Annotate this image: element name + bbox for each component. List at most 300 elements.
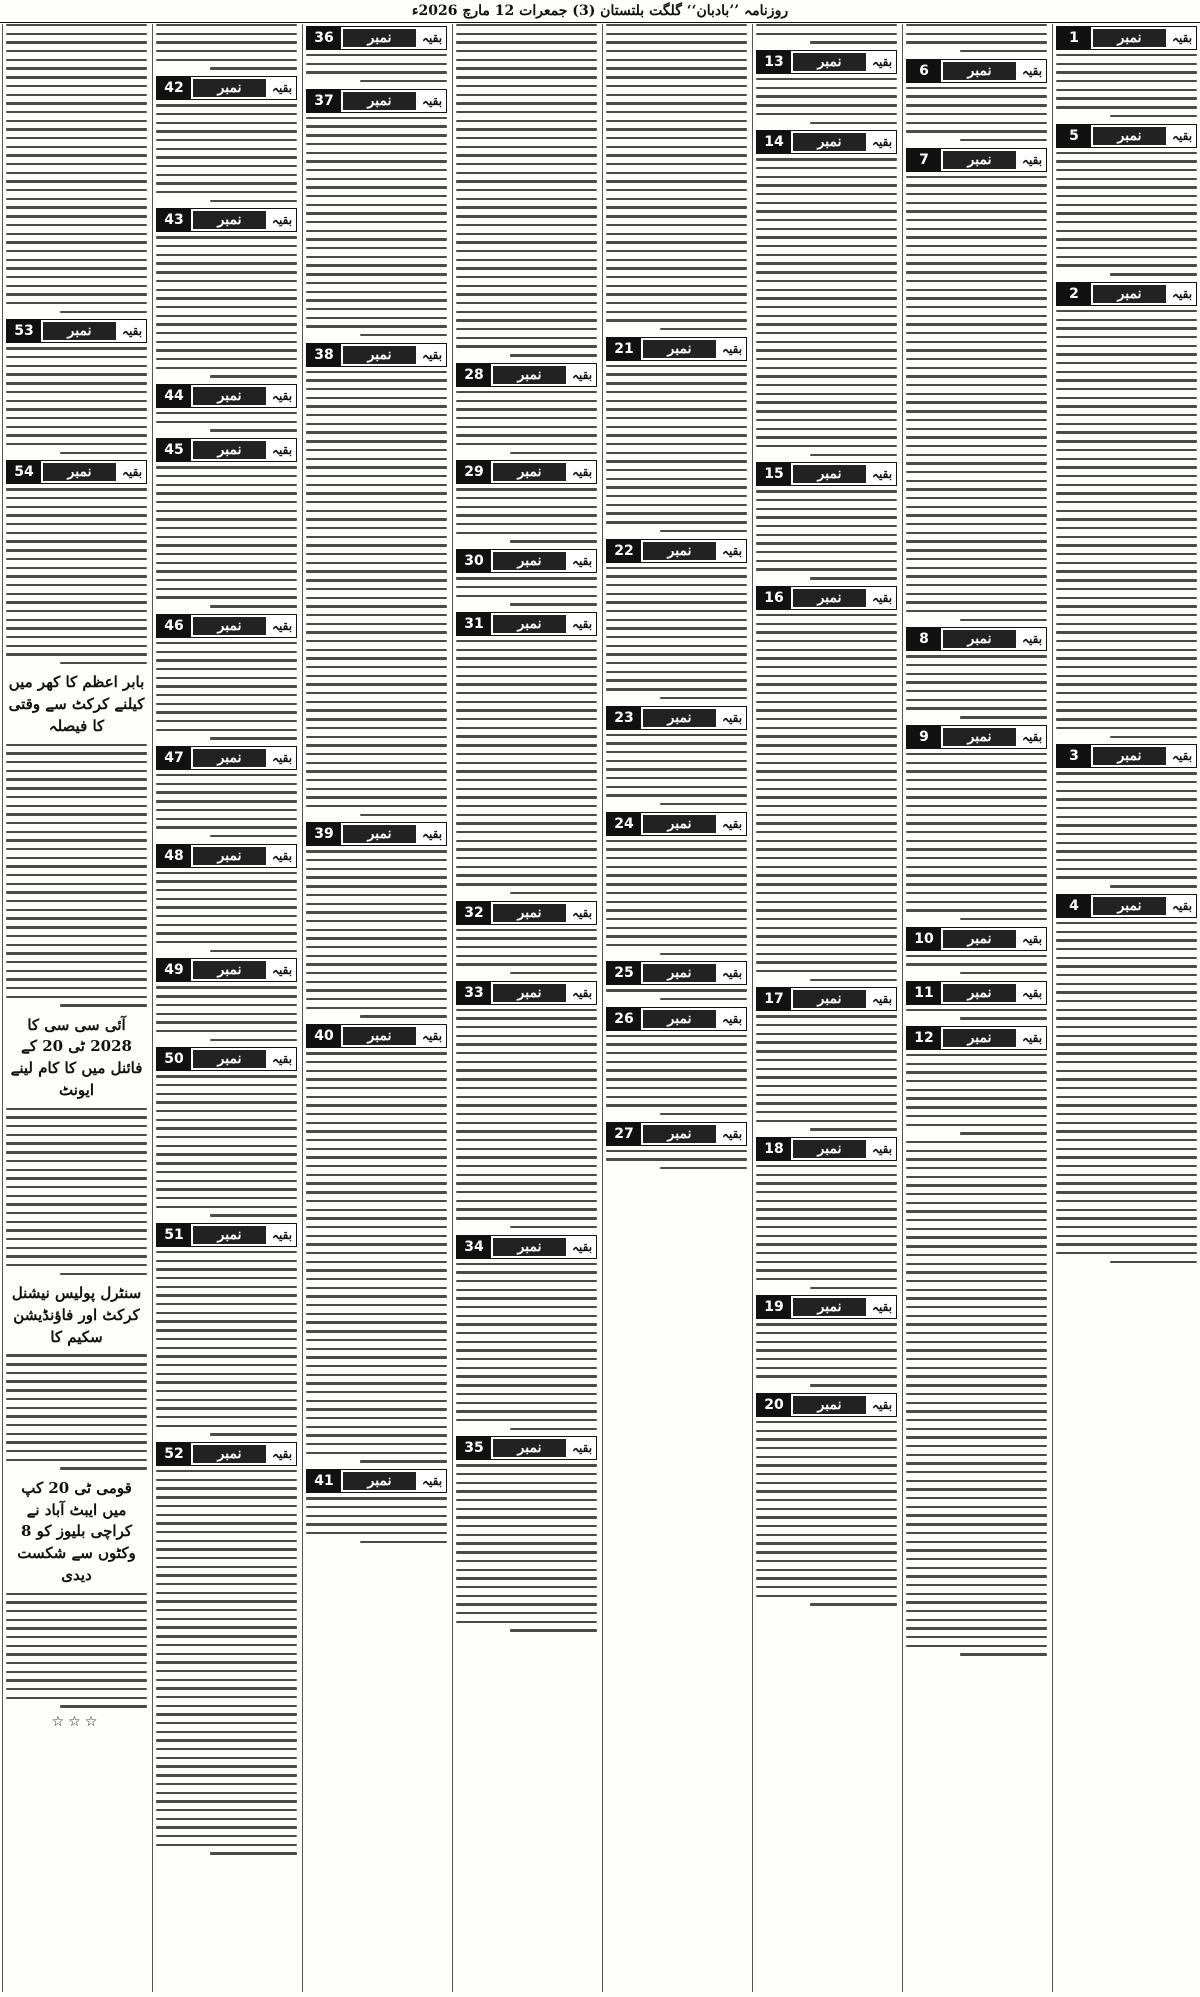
article-segment xyxy=(306,343,447,816)
body-text-lines xyxy=(156,642,297,740)
badge-word: نمبر xyxy=(643,340,716,358)
text-line xyxy=(306,605,447,607)
text-line xyxy=(1056,1009,1197,1011)
text-line xyxy=(606,1104,747,1106)
text-line xyxy=(756,1165,897,1167)
text-line xyxy=(456,1217,597,1219)
text-line xyxy=(606,426,747,428)
text-line xyxy=(456,1490,597,1492)
text-line xyxy=(606,24,747,26)
text-line xyxy=(306,709,447,711)
text-line xyxy=(606,189,747,191)
text-line xyxy=(1056,1130,1197,1132)
text-line xyxy=(6,1195,147,1197)
badge-word: نمبر xyxy=(793,990,866,1008)
text-line xyxy=(306,736,447,738)
text-line xyxy=(6,1433,147,1435)
text-line xyxy=(6,259,147,261)
text-line xyxy=(756,401,897,403)
text-line xyxy=(1056,1235,1197,1237)
text-line xyxy=(906,610,1047,612)
text-line xyxy=(810,577,897,579)
continuation-badge xyxy=(756,50,897,74)
text-line xyxy=(606,50,747,52)
text-line xyxy=(156,510,297,512)
text-line xyxy=(756,158,897,160)
text-line xyxy=(756,367,897,369)
text-line xyxy=(906,1619,1047,1621)
text-line xyxy=(306,623,447,625)
article-segment xyxy=(756,24,897,44)
text-line xyxy=(606,1052,747,1054)
text-line xyxy=(606,768,747,770)
text-line xyxy=(606,927,747,929)
text-line xyxy=(756,1367,897,1369)
text-line xyxy=(156,332,297,334)
text-line xyxy=(756,857,897,859)
text-line xyxy=(1056,1017,1197,1019)
text-line xyxy=(906,1124,1047,1126)
text-line xyxy=(810,979,897,981)
text-line xyxy=(456,779,597,781)
text-line xyxy=(156,906,297,908)
body-text-lines xyxy=(1056,922,1197,1263)
continuation-badge xyxy=(606,337,747,361)
text-line xyxy=(306,1191,447,1193)
text-line xyxy=(456,692,597,694)
text-line xyxy=(156,1739,297,1741)
text-line xyxy=(456,206,597,208)
text-line xyxy=(906,367,1047,369)
text-line xyxy=(306,484,447,486)
text-line xyxy=(606,512,747,514)
text-line xyxy=(1056,781,1197,783)
text-line xyxy=(756,718,897,720)
text-line xyxy=(756,683,897,685)
text-line xyxy=(156,236,297,238)
text-line xyxy=(306,779,447,781)
body-text-lines xyxy=(756,490,897,579)
badge-number: 8 xyxy=(907,628,941,650)
text-line xyxy=(156,562,297,564)
text-line xyxy=(306,579,447,581)
text-line xyxy=(456,1473,597,1475)
text-column-7 xyxy=(152,24,300,1992)
body-text-lines xyxy=(756,614,897,981)
text-line xyxy=(156,492,297,494)
text-line xyxy=(756,822,897,824)
text-line xyxy=(960,619,1047,621)
text-line xyxy=(456,1061,597,1063)
text-line xyxy=(156,1600,297,1602)
text-line xyxy=(756,796,897,798)
continuation-badge xyxy=(156,1442,297,1466)
text-line xyxy=(606,645,747,647)
text-line xyxy=(906,1567,1047,1569)
text-line xyxy=(906,436,1047,438)
body-text-lines xyxy=(156,774,297,837)
text-line xyxy=(1056,221,1197,223)
badge-tag: بقیہ xyxy=(418,823,446,845)
text-line xyxy=(906,401,1047,403)
text-line xyxy=(456,1612,597,1614)
text-line xyxy=(6,1407,147,1409)
body-text-lines xyxy=(156,986,297,1041)
badge-word: نمبر xyxy=(943,151,1016,169)
text-line xyxy=(1056,1061,1197,1063)
text-line xyxy=(756,623,897,625)
text-line xyxy=(906,901,1047,903)
text-line xyxy=(156,1294,297,1296)
text-line xyxy=(456,1419,597,1421)
text-line xyxy=(6,778,147,780)
badge-word: نمبر xyxy=(943,62,1016,80)
text-line xyxy=(660,803,747,805)
text-line xyxy=(906,506,1047,508)
text-line xyxy=(756,1278,897,1280)
text-line xyxy=(6,1212,147,1214)
text-line xyxy=(906,1514,1047,1516)
text-line xyxy=(606,452,747,454)
text-line xyxy=(756,631,897,633)
text-line xyxy=(156,1800,297,1802)
body-text-lines xyxy=(456,577,597,605)
badge-number: 14 xyxy=(757,131,791,153)
body-text-lines xyxy=(156,104,297,202)
text-line xyxy=(306,1497,447,1499)
text-line xyxy=(456,1113,597,1115)
text-line xyxy=(1056,518,1197,520)
body-text-lines xyxy=(906,176,1047,621)
text-line xyxy=(906,1228,1047,1230)
text-line xyxy=(156,518,297,520)
text-line xyxy=(606,918,747,920)
text-line xyxy=(606,120,747,122)
badge-number: 11 xyxy=(907,982,941,1004)
text-line xyxy=(1056,1191,1197,1193)
text-line xyxy=(606,180,747,182)
badge-word: نمبر xyxy=(943,728,1016,746)
text-line xyxy=(156,1470,297,1472)
text-line xyxy=(1056,230,1197,232)
text-line xyxy=(306,212,447,214)
text-line xyxy=(756,95,897,97)
text-line xyxy=(756,788,897,790)
text-line xyxy=(906,1289,1047,1291)
text-line xyxy=(6,636,147,638)
text-line xyxy=(210,1433,297,1435)
text-line xyxy=(156,1835,297,1837)
text-line xyxy=(306,440,447,442)
text-line xyxy=(6,356,147,358)
text-line xyxy=(906,1106,1047,1108)
text-line xyxy=(906,540,1047,542)
text-line xyxy=(6,373,147,375)
text-line xyxy=(6,1363,147,1365)
text-line xyxy=(156,1030,297,1032)
text-line xyxy=(906,113,1047,115)
text-line xyxy=(6,926,147,928)
text-line xyxy=(306,1243,447,1245)
text-line xyxy=(6,1125,147,1127)
text-line xyxy=(156,1705,297,1707)
text-line xyxy=(1056,939,1197,941)
text-line xyxy=(156,1635,297,1637)
text-line xyxy=(456,753,597,755)
text-line xyxy=(6,1255,147,1257)
text-line xyxy=(1056,683,1197,685)
text-line xyxy=(306,501,447,503)
badge-tag: بقیہ xyxy=(268,615,296,637)
text-line xyxy=(456,1560,597,1562)
text-line xyxy=(306,770,447,772)
text-line xyxy=(960,1132,1047,1134)
badge-tag: بقیہ xyxy=(268,1443,296,1465)
text-line xyxy=(1056,475,1197,477)
text-line xyxy=(906,1436,1047,1438)
text-line xyxy=(306,692,447,694)
text-line xyxy=(60,662,147,664)
text-line xyxy=(1056,1113,1197,1115)
sports-headline: سنٹرل پولیس نیشنل کرکٹ اور فاؤنڈیشن سکیم کا xyxy=(11,1284,142,1346)
badge-tag: بقیہ xyxy=(268,385,296,407)
text-line xyxy=(456,1052,597,1054)
text-line xyxy=(906,87,1047,89)
text-line xyxy=(210,1039,297,1041)
text-line xyxy=(6,645,147,647)
text-line xyxy=(906,1341,1047,1343)
text-line xyxy=(6,67,147,69)
text-line xyxy=(156,1197,297,1199)
text-line xyxy=(906,1202,1047,1204)
continuation-badge xyxy=(906,725,1047,749)
text-line xyxy=(456,1289,597,1291)
text-line xyxy=(456,1367,597,1369)
text-line xyxy=(156,872,297,874)
text-line xyxy=(6,1203,147,1205)
text-line xyxy=(156,774,297,776)
text-line xyxy=(1056,336,1197,338)
text-line xyxy=(156,156,297,158)
text-line xyxy=(456,735,597,737)
badge-number: 45 xyxy=(157,439,191,461)
text-line xyxy=(606,1087,747,1089)
text-line xyxy=(756,87,897,89)
text-line xyxy=(306,371,447,373)
badge-number: 50 xyxy=(157,1048,191,1070)
text-line xyxy=(1056,1104,1197,1106)
text-line xyxy=(456,85,597,87)
text-line xyxy=(906,1141,1047,1143)
article-segment xyxy=(456,901,597,975)
badge-tag: بقیہ xyxy=(1018,928,1046,950)
text-line xyxy=(906,130,1047,132)
text-line xyxy=(306,247,447,249)
text-line xyxy=(906,315,1047,317)
text-line xyxy=(306,796,447,798)
text-line xyxy=(6,987,147,989)
text-line xyxy=(306,701,447,703)
text-line xyxy=(456,1341,597,1343)
text-line xyxy=(306,238,447,240)
badge-number: 15 xyxy=(757,463,791,485)
text-line xyxy=(756,692,897,694)
text-line xyxy=(456,94,597,96)
text-line xyxy=(456,1577,597,1579)
text-line xyxy=(306,876,447,878)
text-line xyxy=(906,323,1047,325)
text-line xyxy=(906,1176,1047,1178)
text-line xyxy=(906,1158,1047,1160)
text-line xyxy=(6,540,147,542)
text-line xyxy=(6,1601,147,1603)
text-line xyxy=(456,1130,597,1132)
text-line xyxy=(606,373,747,375)
text-line xyxy=(210,835,297,837)
text-line xyxy=(456,1069,597,1071)
text-line xyxy=(756,614,897,616)
text-line xyxy=(156,1390,297,1392)
text-line xyxy=(306,666,447,668)
badge-word: نمبر xyxy=(343,1027,416,1045)
text-line xyxy=(1056,614,1197,616)
text-line xyxy=(156,1826,297,1828)
text-line xyxy=(156,33,297,35)
text-line xyxy=(756,1076,897,1078)
text-line xyxy=(1056,319,1197,321)
text-line xyxy=(906,796,1047,798)
badge-number: 13 xyxy=(757,51,791,73)
text-line xyxy=(606,575,747,577)
text-line xyxy=(756,909,897,911)
text-line xyxy=(6,952,147,954)
text-line xyxy=(1056,544,1197,546)
text-line xyxy=(1056,466,1197,468)
text-line xyxy=(156,1792,297,1794)
badge-tag: بقیہ xyxy=(1168,125,1196,147)
text-line xyxy=(456,302,597,304)
text-line xyxy=(156,1487,297,1489)
text-line xyxy=(1056,1156,1197,1158)
text-line xyxy=(456,532,597,534)
text-line xyxy=(306,1182,447,1184)
text-line xyxy=(360,1015,447,1017)
article-segment xyxy=(456,24,597,357)
text-line xyxy=(756,1341,897,1343)
body-text-lines xyxy=(306,1497,447,1543)
text-line xyxy=(606,391,747,393)
text-line xyxy=(156,1783,297,1785)
text-line xyxy=(156,1277,297,1279)
text-line xyxy=(756,1577,897,1579)
text-line xyxy=(606,601,747,603)
text-line xyxy=(906,1080,1047,1082)
continuation-badge xyxy=(756,462,897,486)
text-line xyxy=(1056,1217,1197,1219)
body-text-lines xyxy=(6,347,147,454)
badge-tag: بقیہ xyxy=(568,550,596,572)
text-line xyxy=(906,1497,1047,1499)
text-column-2 xyxy=(902,24,1050,1992)
badge-tag: بقیہ xyxy=(268,959,296,981)
badge-number: 52 xyxy=(157,1443,191,1465)
badge-word: نمبر xyxy=(1093,897,1166,915)
article-segment xyxy=(906,627,1047,718)
text-line xyxy=(156,685,297,687)
text-line xyxy=(156,182,297,184)
text-line xyxy=(1056,1070,1197,1072)
text-line xyxy=(156,668,297,670)
text-line xyxy=(906,1263,1047,1265)
text-line xyxy=(1056,440,1197,442)
badge-word: نمبر xyxy=(193,79,266,97)
text-line xyxy=(606,293,747,295)
text-line xyxy=(756,323,897,325)
text-line xyxy=(960,1653,1047,1655)
text-line xyxy=(906,814,1047,816)
text-line xyxy=(456,1280,597,1282)
text-line xyxy=(306,466,447,468)
text-line xyxy=(456,137,597,139)
text-line xyxy=(306,1400,447,1402)
text-line xyxy=(906,280,1047,282)
article-segment xyxy=(606,337,747,532)
body-text-lines xyxy=(306,117,447,337)
badge-tag: بقیہ xyxy=(868,587,896,609)
text-line xyxy=(156,536,297,538)
text-line xyxy=(156,915,297,917)
text-line xyxy=(906,497,1047,499)
sports-headline: آئی سی سی کا 2028 ٹی 20 کے فائنل میں کا کام لینے ایونٹ xyxy=(10,1015,143,1099)
text-line xyxy=(156,1522,297,1524)
text-line xyxy=(756,167,897,169)
text-line xyxy=(1056,1209,1197,1211)
badge-word: نمبر xyxy=(343,1472,416,1490)
text-line xyxy=(156,1731,297,1733)
text-line xyxy=(6,796,147,798)
text-line xyxy=(1056,709,1197,711)
text-line xyxy=(456,744,597,746)
text-line xyxy=(456,718,597,720)
text-line xyxy=(156,1496,297,1498)
text-line xyxy=(906,41,1047,43)
text-line xyxy=(510,1428,597,1430)
text-line xyxy=(306,588,447,590)
text-line xyxy=(756,419,897,421)
text-line xyxy=(6,1134,147,1136)
text-line xyxy=(156,306,297,308)
continuation-badge xyxy=(156,614,297,638)
text-line xyxy=(6,382,147,384)
text-line xyxy=(156,1765,297,1767)
text-line xyxy=(756,1358,897,1360)
text-line xyxy=(156,809,297,811)
text-line xyxy=(756,1094,897,1096)
text-line xyxy=(456,683,597,685)
article-segment xyxy=(156,76,297,202)
text-line xyxy=(306,510,447,512)
text-line xyxy=(606,206,747,208)
badge-tag: بقیہ xyxy=(268,845,296,867)
text-line xyxy=(756,219,897,221)
text-line xyxy=(306,125,447,127)
text-line xyxy=(756,727,897,729)
badge-number: 34 xyxy=(457,1236,491,1258)
text-line xyxy=(6,408,147,410)
text-line xyxy=(6,1380,147,1382)
text-line xyxy=(6,1160,147,1162)
text-line xyxy=(456,1621,597,1623)
